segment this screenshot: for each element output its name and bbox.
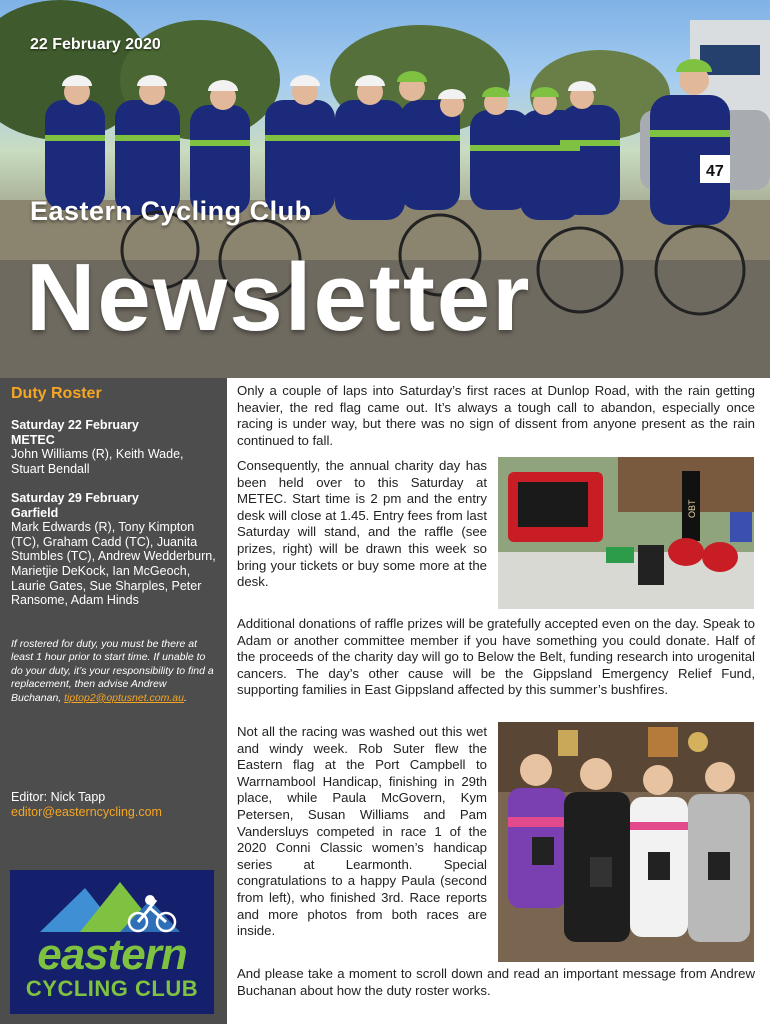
- roster-date: Saturday 29 February: [11, 491, 139, 505]
- logo-word-cycling-club: CYCLING CLUB: [25, 976, 199, 1001]
- roster-entry: [11, 418, 217, 476]
- roster-location: METEC: [11, 432, 55, 447]
- duty-roster-sidebar: [0, 378, 227, 1024]
- podium-riders-illustration: [498, 722, 754, 962]
- issue-date: 22 February 2020: [30, 36, 161, 53]
- editor-email-link[interactable]: editor@easterncycling.com: [11, 805, 162, 819]
- conni-classic-podium-photo: [498, 722, 754, 962]
- roster-names: John Williams (R), Keith Wade, Stuart Bendall: [11, 447, 184, 476]
- wine-bottle-label: OBT: [687, 499, 697, 518]
- logo-word-eastern: eastern: [37, 930, 187, 979]
- article-paragraph-1: Only a couple of laps into Saturday’s first races at Dunlop Road, with the rain getting heavier, the red flag came out. It’s always a tough call to abandon, especially once racing is under way, but there was no sign of dissent from anyone present as the rain continued to fall.: [237, 383, 755, 448]
- article-paragraph-2: Consequently, the annual charity day has been held over to this Saturday at METEC. Start time is 2 pm and the entry desk will close at 1.45. Entry fees from last Saturday will stand, and the raffle (see prizes, right) will be drawn this week so bring your tickets or buy some more at the desk.: [237, 458, 487, 590]
- article-paragraph-3: Additional donations of raffle prizes will be gratefully accepted even on the day. Speak to Adam or another committee member if you have something you could donate. Half of the proceeds of the charity day will go to Below the Belt, funding research into urogenital cancers. The day’s other cause will be the Gippsland Emergency Relief Fund, supporting families in East Gippsland affected by this summer’s bushfires.: [237, 616, 755, 698]
- duty-note-text: If rostered for duty, you must be there at least 1 hour prior to start time. If unable to do your duty, it’s your responsibility to find a replacement, then advise Andrew Buchanan,: [11, 638, 214, 704]
- editor-info: [11, 790, 217, 820]
- newsletter-title: Newsletter: [26, 244, 532, 351]
- duty-contact-email-link[interactable]: tiptop2@optusnet.com.au: [64, 691, 184, 704]
- roster-names: Mark Edwards (R), Tony Kimpton (TC), Graham Cadd (TC), Juanita Stumbles (TC), Andrew Wedderburn, Marietjie DeKock, Ian McGeoch, Laurie Gates, Sue Sharples, Peter Ransome, Adam Hinds: [11, 520, 216, 608]
- article-paragraph-4: Not all the racing was washed out this wet and windy week. Rob Suter flew the Eastern flag at the Port Campbell to Warrnambool Handicap, finishing in 29th place, while Paula McGovern, Kym Petersen, Susan Williams and Pam Vandersluys competed in race 1 of the 2020 Conni Classic women’s handicap series at Learmonth. Special congratulations to a happy Paula (second from left), who finished 3rd. Race reports and more photos from both races are inside.: [237, 724, 487, 939]
- club-logo: [10, 870, 214, 1014]
- duty-roster-heading: Duty Roster: [11, 385, 102, 402]
- roster-date: Saturday 22 February: [11, 418, 139, 432]
- raffle-prizes-photo: [498, 457, 754, 609]
- duty-note: [11, 638, 217, 705]
- bib-number: 47: [706, 163, 724, 180]
- editor-label: Editor: Nick Tapp: [11, 790, 106, 804]
- roster-location: Garfield: [11, 505, 59, 520]
- raffle-prizes-illustration: [498, 457, 754, 609]
- article-paragraph-5: And please take a moment to scroll down and read an important message from Andrew Buchanan about how the duty roster works.: [237, 966, 755, 998]
- roster-entry: [11, 491, 217, 608]
- duty-note-end: .: [183, 691, 187, 704]
- club-name: Eastern Cycling Club: [30, 196, 312, 226]
- header-photo: [0, 0, 770, 378]
